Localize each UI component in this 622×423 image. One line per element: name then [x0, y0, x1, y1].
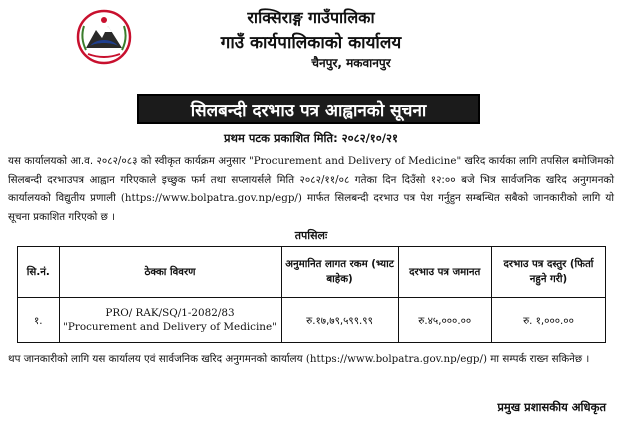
signature-title: प्रमुख प्रशासकीय अधिकृत — [497, 400, 606, 414]
contract-title: "Procurement and Delivery of Medicine" — [63, 321, 277, 333]
header-fee: दरभाउ पत्र दस्तुर (फिर्ता नहुने गरी) — [491, 247, 605, 298]
notice-title: सिलबन्दी दरभाउ पत्र आह्वानको सूचना — [137, 94, 480, 124]
cell-description — [59, 298, 281, 343]
tender-table — [17, 246, 606, 343]
schedule-label: तपसिलः — [294, 229, 328, 242]
office-location: चैनपुर, मकवानपुर — [311, 56, 391, 70]
contract-code: PRO/ RAK/SQ/1-2082/83 — [105, 307, 235, 319]
header-sn: सि.नं. — [18, 247, 60, 298]
cell-bid-security: रु.४५,०००.०० — [398, 298, 491, 343]
procurement-title: "Procurement and Delivery of Medicine" — [248, 155, 462, 167]
intro-text-1: यस कार्यालयको आ.व. २०८२/०८३ को स्वीकृत कार्यक्रम अनुसार — [8, 155, 249, 167]
table-row — [18, 298, 606, 343]
closing-text-1: थप जानकारीको लागि यस कार्यालय एवं सार्वजनिक खरिद अनुगमनको कार्यालय — [8, 353, 306, 365]
cell-fee: रु. १,०००.०० — [491, 298, 605, 343]
cell-estimate: रु.१७,७९,५९९.९९ — [281, 298, 398, 343]
office-name: गाउँ कार्यपालिकाको कार्यालय — [220, 33, 402, 53]
municipality-name: राक्सिराङ्ग गाउँपालिका — [247, 8, 375, 27]
cell-sn: १. — [18, 298, 60, 343]
table-header-row — [18, 247, 606, 298]
egp-link[interactable]: (https://www.bolpatra.gov.np/egp/) — [120, 192, 302, 204]
header-description: ठेक्का विवरण — [59, 247, 281, 298]
intro-text-2: खरिद कार्यका लागि तपसिल बमोजिमको सिलबन्दी दरभाउपत्र आह्वान गरिएकाले इच्छुक फर्म तथा सप्लायर्सले मिति २०८२/११/०८ गतेका दिन दिउँसो १२:०० बजे भित्र सार्वजनिक खरिद अनुगमनको कार्यालयको विद्युतीय प्रणाली — [8, 155, 614, 204]
publication-date: प्रथम पटक प्रकाशित मिति: २०८२/१०/२१ — [224, 131, 398, 145]
closing-text — [8, 350, 614, 369]
egp-link-2[interactable]: (https://www.bolpatra.gov.np/egp/) — [305, 353, 487, 365]
intro-text-3: मार्फत सिलबन्दी दरभाउ पत्र पेश गर्नुहुन सम्बन्धित सबैको जानकारीको लागि यो सूचना प्रकाशित गरिएको छ । — [8, 192, 614, 223]
header-bid-security: दरभाउ पत्र जमानत — [398, 247, 491, 298]
closing-text-2: मा सम्पर्क राख्न सकिनेछ । — [487, 353, 590, 365]
header-estimate: अनुमानित लागत रकम (भ्याट बाहेक) — [281, 247, 398, 298]
notice-body — [8, 152, 614, 226]
